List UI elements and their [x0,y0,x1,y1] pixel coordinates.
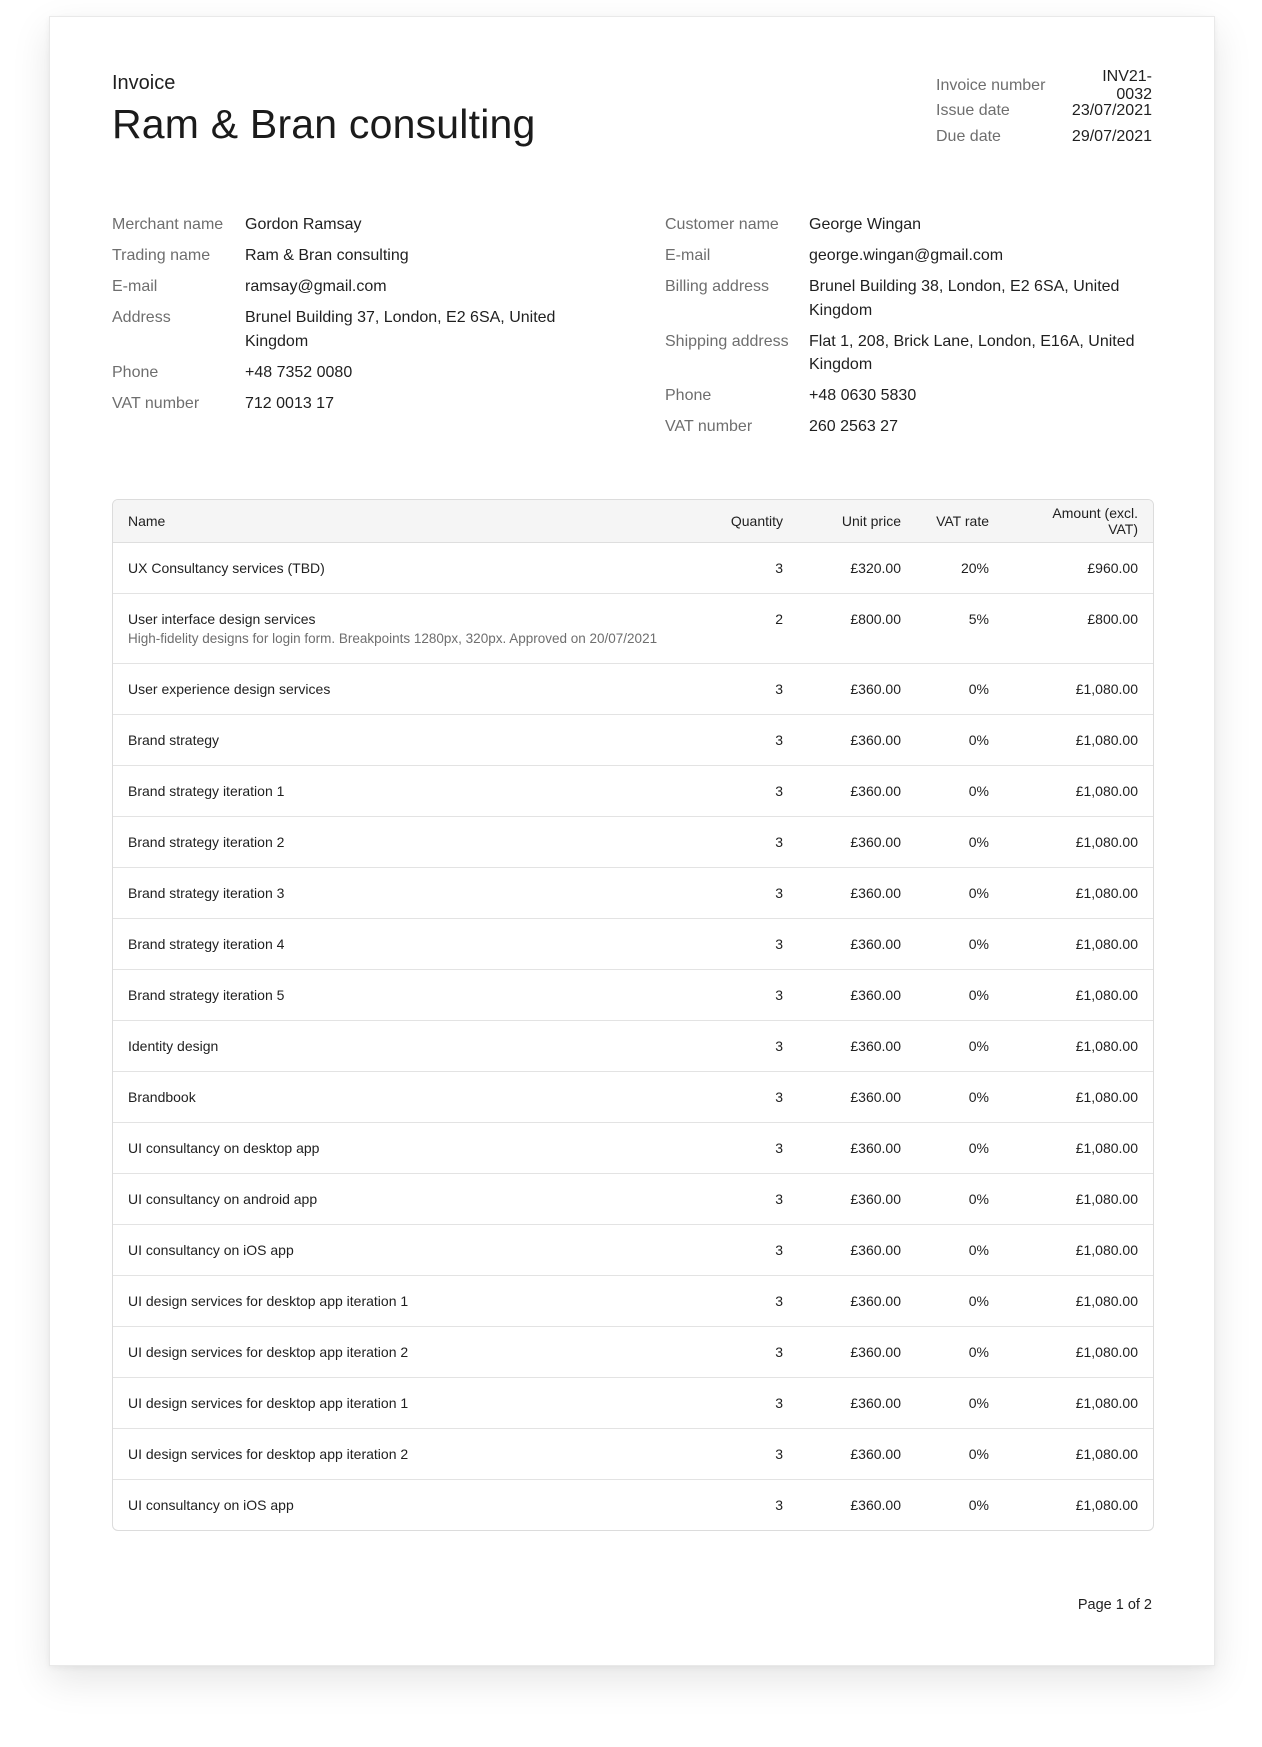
item-amount: £1,080.00 [1004,1429,1153,1480]
item-quantity: 3 [678,1021,798,1072]
item-name-cell [113,1327,678,1378]
item-vat-rate: 0% [916,664,1004,715]
item-name: User experience design services [128,681,331,697]
item-unit-price: £360.00 [798,766,916,817]
item-name-cell [113,1123,678,1174]
item-unit-price: £360.00 [798,919,916,970]
item-name-cell [113,1480,678,1531]
item-vat-rate: 5% [916,594,1004,664]
column-header-unit-price: Unit price [798,500,916,543]
item-name: Brand strategy iteration 4 [128,936,285,952]
item-vat-rate: 0% [916,1174,1004,1225]
table-row [113,1021,1153,1072]
item-vat-rate: 0% [916,1021,1004,1072]
meta-value: 23/07/2021 [1071,102,1152,120]
item-name: Brand strategy iteration 1 [128,783,285,799]
item-unit-price: £360.00 [798,1429,916,1480]
item-quantity: 3 [678,1276,798,1327]
table-row [113,594,1153,664]
item-unit-price: £320.00 [798,543,916,594]
customer-details [665,213,1152,446]
item-name-cell [113,766,678,817]
item-vat-rate: 0% [916,919,1004,970]
table-row [113,1174,1153,1225]
table-row [113,715,1153,766]
item-unit-price: £360.00 [798,970,916,1021]
item-vat-rate: 0% [916,1429,1004,1480]
item-vat-rate: 0% [916,1123,1004,1174]
table-row [113,1429,1153,1480]
item-vat-rate: 0% [916,766,1004,817]
column-header-amount: Amount (excl. VAT) [1004,500,1153,543]
customer-field [665,213,1152,237]
item-amount: £1,080.00 [1004,1021,1153,1072]
item-name: Brandbook [128,1089,196,1105]
item-amount: £1,080.00 [1004,1174,1153,1225]
item-unit-price: £360.00 [798,1021,916,1072]
table-row [113,868,1153,919]
item-amount: £1,080.00 [1004,1072,1153,1123]
meta-label: Issue date [936,102,1010,120]
item-unit-price: £360.00 [798,1225,916,1276]
table-row [113,543,1153,594]
field-label: Shipping address [665,332,789,350]
merchant-field [112,361,582,385]
item-name-cell [113,594,678,664]
item-quantity: 3 [678,919,798,970]
page-number: Page 1 of 2 [1077,1597,1152,1613]
item-name-cell [113,868,678,919]
item-vat-rate: 0% [968,1497,989,1513]
table-header-row [113,500,1153,543]
field-label: Billing address [665,278,770,295]
item-quantity: 3 [678,1225,798,1276]
item-quantity: 2 [678,594,798,664]
table-row [113,664,1153,715]
field-value: Brunel Building 38, London, E2 6SA, United Kingdom [809,278,1120,319]
item-name: UI consultancy on iOS app [128,1497,294,1513]
meta-value: 29/07/2021 [1071,127,1152,145]
item-name-cell [113,919,678,970]
item-unit-price: £360.00 [798,715,916,766]
item-amount: £800.00 [1004,594,1153,664]
table-row [113,970,1153,1021]
column-header-vat-rate: VAT rate [916,500,1004,543]
field-label: Phone [112,363,159,381]
item-name: Brand strategy iteration 2 [128,834,285,850]
table-row [113,1123,1153,1174]
item-name: Brand strategy iteration 3 [128,885,285,901]
item-description: High-fidelity designs for login form. Breakpoints 1280px, 320px. Approved on 20/07/2021 [128,631,658,646]
item-vat-rate: 0% [916,1225,1004,1276]
item-vat-rate: 0% [916,1072,1004,1123]
item-quantity: 3 [678,664,798,715]
item-quantity: 3 [678,868,798,919]
item-vat-rate: 20% [916,543,1004,594]
meta-invoice-number [936,67,1152,103]
item-unit-price: £360.00 [798,664,916,715]
field-label: Merchant name [112,216,224,233]
item-name: Identity design [128,1038,219,1054]
field-label: Phone [665,387,712,404]
item-quantity: 3 [678,766,798,817]
item-name-cell [113,1174,678,1225]
item-quantity: 3 [678,970,798,1021]
invoice-header [112,72,536,148]
field-value: 712 0013 17 [245,394,334,412]
merchant-field [112,244,582,268]
item-name-cell [113,1378,678,1429]
item-quantity: 3 [678,1429,798,1480]
item-amount: £1,080.00 [1004,1327,1153,1378]
item-amount: £1,080.00 [1004,664,1153,715]
item-name: UI consultancy on desktop app [128,1140,320,1156]
field-value: George Wingan [809,216,922,233]
item-name: User interface design services [128,611,316,627]
customer-field [665,415,1152,439]
item-vat-rate: 0% [916,970,1004,1021]
item-quantity: 3 [678,543,798,594]
item-name: UI design services for desktop app iteration 2 [128,1344,409,1360]
merchant-details [112,213,582,423]
item-name-cell [113,543,678,594]
document-type: Invoice [112,72,176,94]
customer-field [665,244,1152,268]
merchant-field [112,306,582,353]
customer-field [665,330,1152,377]
item-name: UI design services for desktop app iteration 1 [128,1293,409,1309]
item-name: UX Consultancy services (TBD) [128,560,325,576]
item-unit-price: £360.00 [798,1072,916,1123]
item-name-cell [113,1072,678,1123]
field-value: +48 0630 5830 [809,387,917,404]
table-row [113,1072,1153,1123]
item-quantity: 3 [678,715,798,766]
meta-value: INV21-0032 [1102,67,1152,103]
table-row [113,1225,1153,1276]
item-quantity: 3 [678,1378,798,1429]
table-row [113,1378,1153,1429]
item-amount: £1,080.00 [1004,1378,1153,1429]
field-value: ramsay@gmail.com [245,278,387,295]
merchant-field [112,213,582,237]
item-name: Brand strategy [128,732,220,748]
field-label: Address [112,309,171,326]
item-unit-price: £360.00 [798,1276,916,1327]
item-amount: £1,080.00 [1075,1497,1138,1513]
company-title: Ram & Bran consulting [112,101,536,147]
field-label: VAT number [665,418,753,435]
field-label: Customer name [665,216,779,233]
field-label: E-mail [665,247,711,264]
item-amount: £1,080.00 [1004,1123,1153,1174]
item-vat-rate: 0% [916,868,1004,919]
table-row [113,1480,1153,1531]
meta-label: Invoice number [936,76,1046,94]
item-quantity: 3 [678,1174,798,1225]
table-row [113,766,1153,817]
column-header-quantity: Quantity [678,500,798,543]
item-amount: £1,080.00 [1004,919,1153,970]
item-quantity: 3 [678,1327,798,1378]
field-value: Brunel Building 37, London, E2 6SA, United Kingdom [245,309,556,350]
item-name: UI consultancy on iOS app [128,1242,294,1258]
item-quantity: 3 [678,1072,798,1123]
item-unit-price: £360.00 [798,1327,916,1378]
item-name: Brand strategy iteration 5 [128,987,285,1003]
field-value: +48 7352 0080 [245,363,353,381]
item-amount: £1,080.00 [1004,1225,1153,1276]
table-row [113,1276,1153,1327]
item-amount: £960.00 [1004,543,1153,594]
item-amount: £1,080.00 [1004,1276,1153,1327]
field-value: Ram & Bran consulting [245,247,409,264]
customer-field [665,275,1152,322]
item-amount: £1,080.00 [1004,715,1153,766]
table-row [113,919,1153,970]
item-amount: £1,080.00 [1004,817,1153,868]
field-label: Trading name [112,247,211,264]
meta-due-date [936,124,1152,150]
table-row [113,1327,1153,1378]
field-value: 260 2563 27 [809,418,898,435]
item-unit-price: £360.00 [798,868,916,919]
item-unit-price: £360.00 [798,817,916,868]
item-vat-rate: 0% [916,817,1004,868]
item-vat-rate: 0% [916,1327,1004,1378]
invoice-sheet [49,16,1215,1666]
item-unit-price: £360.00 [798,1378,916,1429]
item-name-cell [113,1021,678,1072]
item-name: UI consultancy on android app [128,1191,318,1207]
meta-issue-date [936,99,1152,125]
item-quantity: 3 [678,1123,798,1174]
field-label: E-mail [112,278,158,295]
item-unit-price: £360.00 [798,1174,916,1225]
field-label: VAT number [112,394,200,412]
item-name-cell [113,817,678,868]
merchant-field [112,275,582,299]
field-value: Gordon Ramsay [245,216,362,233]
item-vat-rate: 0% [916,715,1004,766]
customer-field [665,384,1152,408]
item-quantity: 3 [678,817,798,868]
item-name-cell [113,715,678,766]
item-name-cell [113,1276,678,1327]
field-value: george.wingan@gmail.com [809,247,1004,264]
item-name: UI design services for desktop app iteration 2 [128,1446,409,1462]
item-unit-price: £800.00 [798,594,916,664]
item-name-cell [113,1429,678,1480]
item-name-cell [113,664,678,715]
item-amount: £1,080.00 [1004,766,1153,817]
item-unit-price: £360.00 [798,1123,916,1174]
item-name-cell [113,1225,678,1276]
item-amount: £1,080.00 [1004,970,1153,1021]
merchant-field [112,392,582,416]
item-name-cell [113,970,678,1021]
item-unit-price: £360.00 [850,1497,901,1513]
item-vat-rate: 0% [916,1276,1004,1327]
field-value: Flat 1, 208, Brick Lane, London, E16A, United Kingdom [809,332,1135,373]
item-name: UI design services for desktop app iteration 1 [128,1395,409,1411]
meta-label: Due date [936,127,1001,145]
item-quantity: 3 [775,1497,783,1513]
table-row [113,817,1153,868]
item-vat-rate: 0% [916,1378,1004,1429]
invoice-meta [936,67,1152,150]
column-header-name: Name [113,500,678,543]
line-items-table [112,499,1154,1531]
item-amount: £1,080.00 [1004,868,1153,919]
